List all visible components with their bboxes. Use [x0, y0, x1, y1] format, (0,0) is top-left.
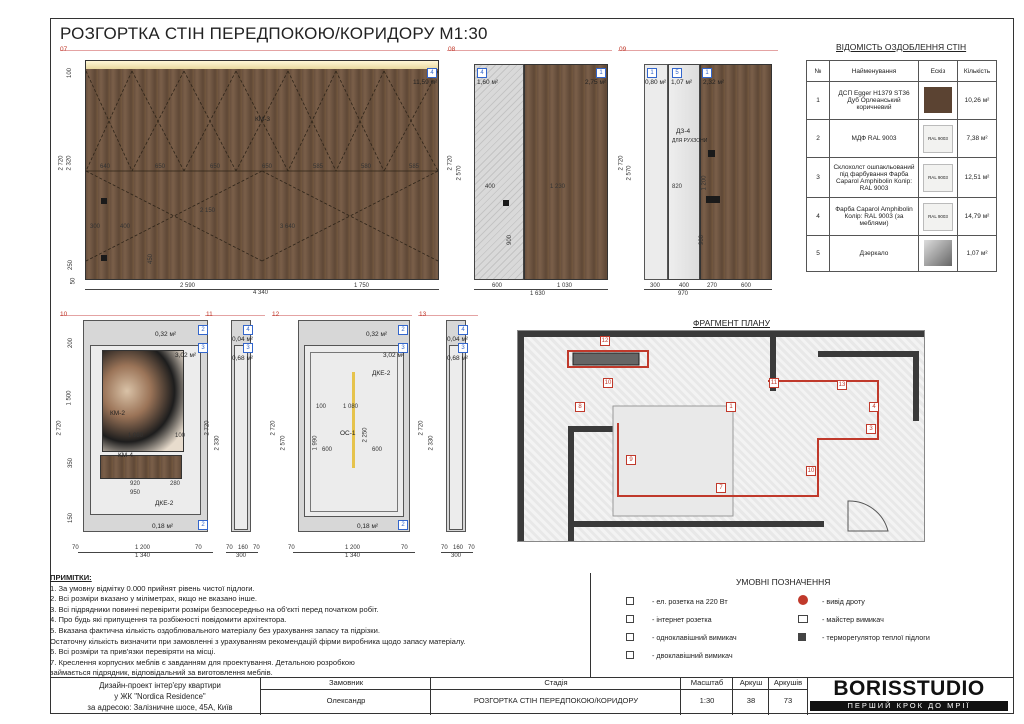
dim: 250: [68, 259, 75, 271]
sheet-number: 07: [60, 46, 68, 53]
plan-mark: 7: [716, 483, 726, 493]
area-label: 11,59 м²: [413, 79, 438, 86]
mirror-panel: [668, 64, 700, 280]
dim: 280: [170, 481, 181, 487]
mirror-panel: [474, 64, 524, 280]
dim: 3 640: [280, 224, 296, 230]
sheet-number: 09: [619, 46, 627, 53]
dim: 70: [468, 545, 475, 551]
row-name: Дзеркало: [830, 236, 919, 272]
sheet-number: 12: [272, 311, 280, 318]
finish-badge: 2: [198, 520, 208, 530]
section-line: [60, 50, 440, 51]
dim-line: [85, 289, 439, 290]
dim: 70: [401, 545, 408, 551]
dim: 1 500: [66, 390, 73, 406]
finish-badge: 4: [458, 325, 468, 335]
legend-title: УМОВНІ ПОЗНАЧЕННЯ: [736, 577, 831, 587]
swatch-oak: [924, 87, 952, 113]
dim: 400: [120, 224, 131, 230]
section-line: [618, 50, 778, 51]
scale-value: 1:30: [699, 696, 715, 705]
section-line: [272, 315, 412, 316]
wall-09-elevation: [700, 64, 772, 280]
swatch-ral: RAL 9003: [923, 203, 953, 231]
dim-line: [226, 552, 258, 553]
table-row: [807, 120, 997, 158]
plan-mark: 10: [807, 468, 815, 474]
dim: 200: [68, 337, 75, 349]
socket-icon: [101, 198, 107, 204]
dim-height: 2 720: [56, 420, 63, 436]
sheet-number: 08: [448, 46, 456, 53]
finish-badge: 1: [647, 68, 657, 78]
dim: 70: [288, 545, 295, 551]
table-header: Ескіз: [919, 61, 958, 82]
page-title: РОЗГОРТКА СТІН ПЕРЕДПОКОЮ/КОРИДОРУ М1:30: [60, 24, 488, 43]
area-label: 0,68 м²: [447, 355, 469, 362]
dim-height: 2 720: [418, 420, 425, 436]
note-line: 6. Всі розміри та прив'язки перевіряти на місці.: [50, 647, 216, 657]
dim-height: 2 720: [270, 420, 277, 436]
area-label: 3,02 м²: [175, 352, 197, 359]
area-label: 0,04 м²: [447, 336, 469, 343]
dim: 2 250: [362, 427, 369, 443]
area-label: 2,32 м²: [703, 79, 725, 86]
brand-slogan: ПЕРШИЙ КРОК ДО МРІЇ: [810, 701, 1008, 711]
single-switch-icon: [626, 633, 634, 641]
customer-value: Олександр: [326, 696, 366, 705]
area-label: 0,18 м²: [357, 523, 379, 530]
dim-total: 300: [236, 553, 247, 559]
note-line: займається підрядник, відповідальний за виготовлення меблів.: [50, 668, 273, 678]
dim: 1 080: [128, 433, 144, 439]
note-line: Остаточну кількість визначити при замовленні з урахуванням рекомендацій фірми виробника щодо запасу матеріалу.: [50, 636, 466, 646]
legend-item: - одноклавішний вимикач: [652, 633, 737, 642]
dim: 1 030: [557, 283, 573, 289]
table-row: [807, 198, 997, 236]
dim: 920: [130, 481, 141, 487]
dim: 2 150: [200, 208, 216, 214]
dim: 2 320: [66, 155, 73, 171]
sheets-header: Аркушів: [769, 678, 807, 690]
dim: 400: [485, 184, 496, 190]
sheet-cell: [732, 678, 769, 715]
dim: 70: [226, 545, 233, 551]
stage-header: Стадія: [431, 678, 681, 690]
table-header: Найменування: [830, 61, 919, 82]
row-name: МДФ RAL 9003: [830, 120, 919, 158]
dim: 2 330: [428, 435, 435, 451]
dim-line: [78, 552, 213, 553]
project-info: [60, 680, 260, 713]
dim-line: [474, 289, 608, 290]
legend-item: - ел. розетка на 220 Вт: [652, 597, 728, 606]
dim: 160: [453, 545, 464, 551]
dim: 350: [68, 457, 75, 469]
dim-line: [293, 552, 415, 553]
dim: 100: [316, 404, 327, 410]
dim: 600: [322, 447, 333, 453]
note-line: 3. Всі підрядники повинні перевірити розміри безпосередньо на об'єкті перед початком робіт.: [50, 604, 379, 614]
dim: 70: [72, 545, 79, 551]
dim-total: 300: [451, 553, 462, 559]
finish-badge: 5: [672, 68, 682, 78]
dim: 2 590: [180, 283, 196, 289]
dim-segment: 650: [155, 164, 166, 170]
row-qty: 10,26 м²: [958, 82, 997, 120]
painted-panel: [644, 64, 668, 280]
wire-outlet-icon: [798, 595, 808, 605]
finish-badge: 4: [477, 68, 487, 78]
stage-value: РОЗГОРТКА СТІН ПЕРЕДПОКОЮ/КОРИДОРУ: [473, 696, 639, 705]
dim: 50: [70, 277, 77, 285]
project-line: у ЖК "Nordica Residence": [114, 692, 206, 701]
area-label: 2,75 м²: [585, 79, 607, 86]
thermostat-icon: [798, 633, 806, 641]
section-line: [418, 315, 478, 316]
dim: 400: [679, 283, 690, 289]
plan-walls: [518, 331, 924, 541]
area-label: 0,18 м²: [152, 523, 174, 530]
dim: 1 080: [343, 404, 359, 410]
wall-11-panel: [234, 345, 248, 530]
note-line: 1. За умовну відмітку 0.000 прийнят рівень чистої підлоги.: [50, 583, 255, 593]
plan-mark: 12: [601, 338, 609, 344]
plan-mark: 11: [770, 380, 778, 386]
dim: 600: [741, 283, 752, 289]
finish-label: КМ-4: [118, 452, 133, 459]
area-label: 0,80 м²: [645, 79, 667, 86]
area-label: 0,32 м²: [155, 331, 177, 338]
dim-segment: 640: [100, 164, 111, 170]
dim: 270: [707, 283, 718, 289]
thermostat-icon: [708, 150, 715, 157]
table-header: Кількість: [958, 61, 997, 82]
dim: 1 200: [135, 545, 151, 551]
plan-mark: 13: [838, 382, 846, 388]
finish-note: ДЛЯ РУХЗОНИ: [672, 138, 708, 144]
plan-title: ФРАГМЕНТ ПЛАНУ: [693, 318, 770, 328]
table-row: [807, 82, 997, 120]
dim-height: 2 720: [618, 155, 625, 171]
dim: 2 570: [280, 435, 287, 451]
plan-mark: 9: [626, 455, 636, 465]
dim-segment: 580: [361, 164, 372, 170]
dim-total: 1 340: [345, 553, 361, 559]
sheets-cell: [768, 678, 808, 715]
wall-light-strip: [352, 372, 355, 468]
finish-badge: 4: [243, 325, 253, 335]
dim-total: 970: [678, 291, 689, 297]
project-line: за адресою: Залізничне шосе, 45А, Київ: [87, 703, 233, 712]
dim-segment: 650: [262, 164, 273, 170]
plan-mark: 4: [869, 402, 879, 412]
swatch-ral: RAL 9003: [923, 164, 953, 192]
dim: 900: [507, 234, 514, 246]
customer-header: Замовник: [261, 678, 431, 690]
dim: 950: [130, 490, 141, 496]
note-line: 5. Вказана фактична кількість оздоблювального матеріалу без урахування запасу та підрізки.: [50, 625, 380, 635]
legend-item: - інтернет розетка: [652, 615, 712, 624]
dim-segment: 650: [210, 164, 221, 170]
swatch-mirror: [924, 240, 952, 266]
dim: 2 570: [626, 165, 633, 181]
row-name: Фарба Caparol Amphibolin Колір: RAL 9003 (за меблями): [830, 198, 919, 236]
finish-label: ДЗ-4: [676, 128, 691, 135]
area-label: 0,68 м²: [232, 355, 254, 362]
area-label: 3,02 м²: [383, 352, 405, 359]
dim: 70: [441, 545, 448, 551]
finish-label: ДКЕ-2: [372, 370, 391, 377]
finish-badge: 2: [198, 325, 208, 335]
ethernet-icon: [626, 615, 634, 623]
row-qty: 1,07 м²: [958, 236, 997, 272]
dim: 820: [672, 184, 683, 190]
finish-badge: 2: [398, 520, 408, 530]
row-qty: 7,38 м²: [958, 120, 997, 158]
plan-mark: 10: [604, 380, 612, 386]
finish-label: КМ-2: [110, 410, 125, 417]
socket-icon: [626, 597, 634, 605]
dim: 70: [253, 545, 260, 551]
dim: 150: [68, 512, 75, 524]
wall-08-elevation: [524, 64, 608, 280]
dim: 900: [699, 234, 706, 246]
dim-segment: 585: [313, 164, 324, 170]
dim: 300: [650, 283, 661, 289]
dim: 1 750: [354, 283, 370, 289]
wall-07-panel-lines: [86, 61, 438, 279]
area-label: 0,04 м²: [232, 336, 254, 343]
dim-total: 1 630: [530, 291, 546, 297]
row-qty: 14,79 м²: [958, 198, 997, 236]
sheet-number: 13: [419, 311, 427, 318]
section-line: [60, 315, 200, 316]
plan-mark: 1: [726, 402, 736, 412]
note-line: 4. Про будь які припущення та розбіжності повідомити архітектора.: [50, 615, 287, 625]
dim: 450: [148, 253, 155, 265]
dim-total: 4 340: [253, 290, 269, 296]
dim-height: 2 720: [204, 420, 211, 436]
finish-badge: 4: [427, 68, 437, 78]
legend-item: - вивід дроту: [822, 597, 865, 606]
note-line: 7. Креслення корпусних меблів є завданням для проектування. Детальною розробкою: [50, 657, 355, 667]
brand-name: BORISSTUDIO: [833, 677, 985, 700]
dim: 300: [90, 224, 101, 230]
dim: 1 200: [701, 175, 708, 191]
legend-item: - майстер вимикач: [822, 615, 884, 624]
sheet-number: 10: [60, 311, 68, 318]
dim: 70: [195, 545, 202, 551]
console-shelf: [100, 455, 182, 479]
row-qty: 12,51 м²: [958, 158, 997, 198]
row-number: 1: [807, 82, 830, 120]
sheet-number: 11: [206, 311, 213, 318]
table-row: [807, 236, 997, 272]
scale-header: Масштаб: [681, 678, 733, 690]
note-line: 2. Всі розміри вказано у міліметрах, якщо не вказано інше.: [50, 594, 258, 604]
floor-plan: [517, 330, 925, 542]
dim: 160: [238, 545, 249, 551]
finish-badge: 1: [596, 68, 606, 78]
dim: 1 990: [312, 435, 319, 451]
row-name: Склохолст ошпакльований під фарбування Фарба Caparol Amphibolin Колір: RAL 9003: [830, 158, 919, 198]
dim: 1 230: [550, 184, 566, 190]
finish-badge: 2: [398, 325, 408, 335]
dim: 100: [175, 433, 186, 439]
dim: 600: [492, 283, 503, 289]
scale-cell: [680, 678, 733, 715]
double-switch-icon: [626, 651, 634, 659]
plan-mark: 3: [866, 424, 876, 434]
switch-icon: [706, 196, 720, 203]
finish-table: [806, 60, 997, 272]
socket-icon: [101, 255, 107, 261]
sheet-value: 38: [746, 696, 756, 705]
row-number: 2: [807, 120, 830, 158]
dim: 100: [67, 67, 74, 79]
wall-13-panel: [449, 345, 463, 530]
plan-mark: 8: [575, 402, 585, 412]
project-line: Дизайн-проект інтер'єру квартири: [99, 681, 221, 690]
dim: 600: [372, 447, 383, 453]
finish-table-title: ВІДОМІСТЬ ОЗДОБЛЕННЯ СТІН: [836, 42, 967, 52]
notes-block: [50, 573, 590, 677]
finish-badge: 3: [243, 343, 253, 353]
notes-title: ПРИМІТКИ:: [50, 573, 92, 582]
finish-label: КМ-3: [255, 116, 270, 123]
finish-badge: 1: [702, 68, 712, 78]
legend-block: [590, 573, 1014, 677]
area-label: 1,60 м²: [477, 79, 499, 86]
finish-badge: 3: [458, 343, 468, 353]
wall-07-elevation: [85, 60, 439, 280]
dim-height: 2 720: [58, 155, 65, 171]
led-strip: [86, 61, 438, 69]
dim: 2 330: [214, 435, 221, 451]
dim-line: [441, 552, 473, 553]
row-number: 4: [807, 198, 830, 236]
customer-cell: [260, 678, 431, 715]
section-line: [205, 315, 265, 316]
finish-badge: 3: [398, 343, 408, 353]
finish-badge: 3: [198, 343, 208, 353]
row-number: 3: [807, 158, 830, 198]
dim-line: [644, 289, 772, 290]
sheets-value: 73: [783, 696, 793, 705]
row-name: ДСП Egger H1379 ST36 Дуб Орлеанський коричневий: [830, 82, 919, 120]
dim-total: 1 340: [135, 553, 151, 559]
sheet-header: Аркуш: [733, 678, 769, 690]
finish-label: ДКЕ-2: [155, 500, 174, 507]
table-header: №: [807, 61, 830, 82]
area-label: 0,32 м²: [366, 331, 388, 338]
master-switch-icon: [798, 615, 808, 623]
stage-cell: [430, 678, 681, 715]
dim-height: 2 720: [447, 155, 454, 171]
switch-icon: [503, 200, 509, 206]
row-number: 5: [807, 236, 830, 272]
legend-item: - терморегулятор теплої підлоги: [822, 633, 930, 642]
section-line: [447, 50, 612, 51]
finish-label: ОС-1: [340, 430, 356, 437]
area-label: 1,07 м²: [671, 79, 693, 86]
dim-segment: 585: [409, 164, 420, 170]
legend-item: - двоклавішний вимикач: [652, 651, 733, 660]
swatch-ral: RAL 9003: [923, 125, 953, 153]
dim: 1 200: [345, 545, 361, 551]
table-row: [807, 158, 997, 198]
brand-logo: [806, 678, 1012, 712]
dim: 2 570: [456, 165, 463, 181]
